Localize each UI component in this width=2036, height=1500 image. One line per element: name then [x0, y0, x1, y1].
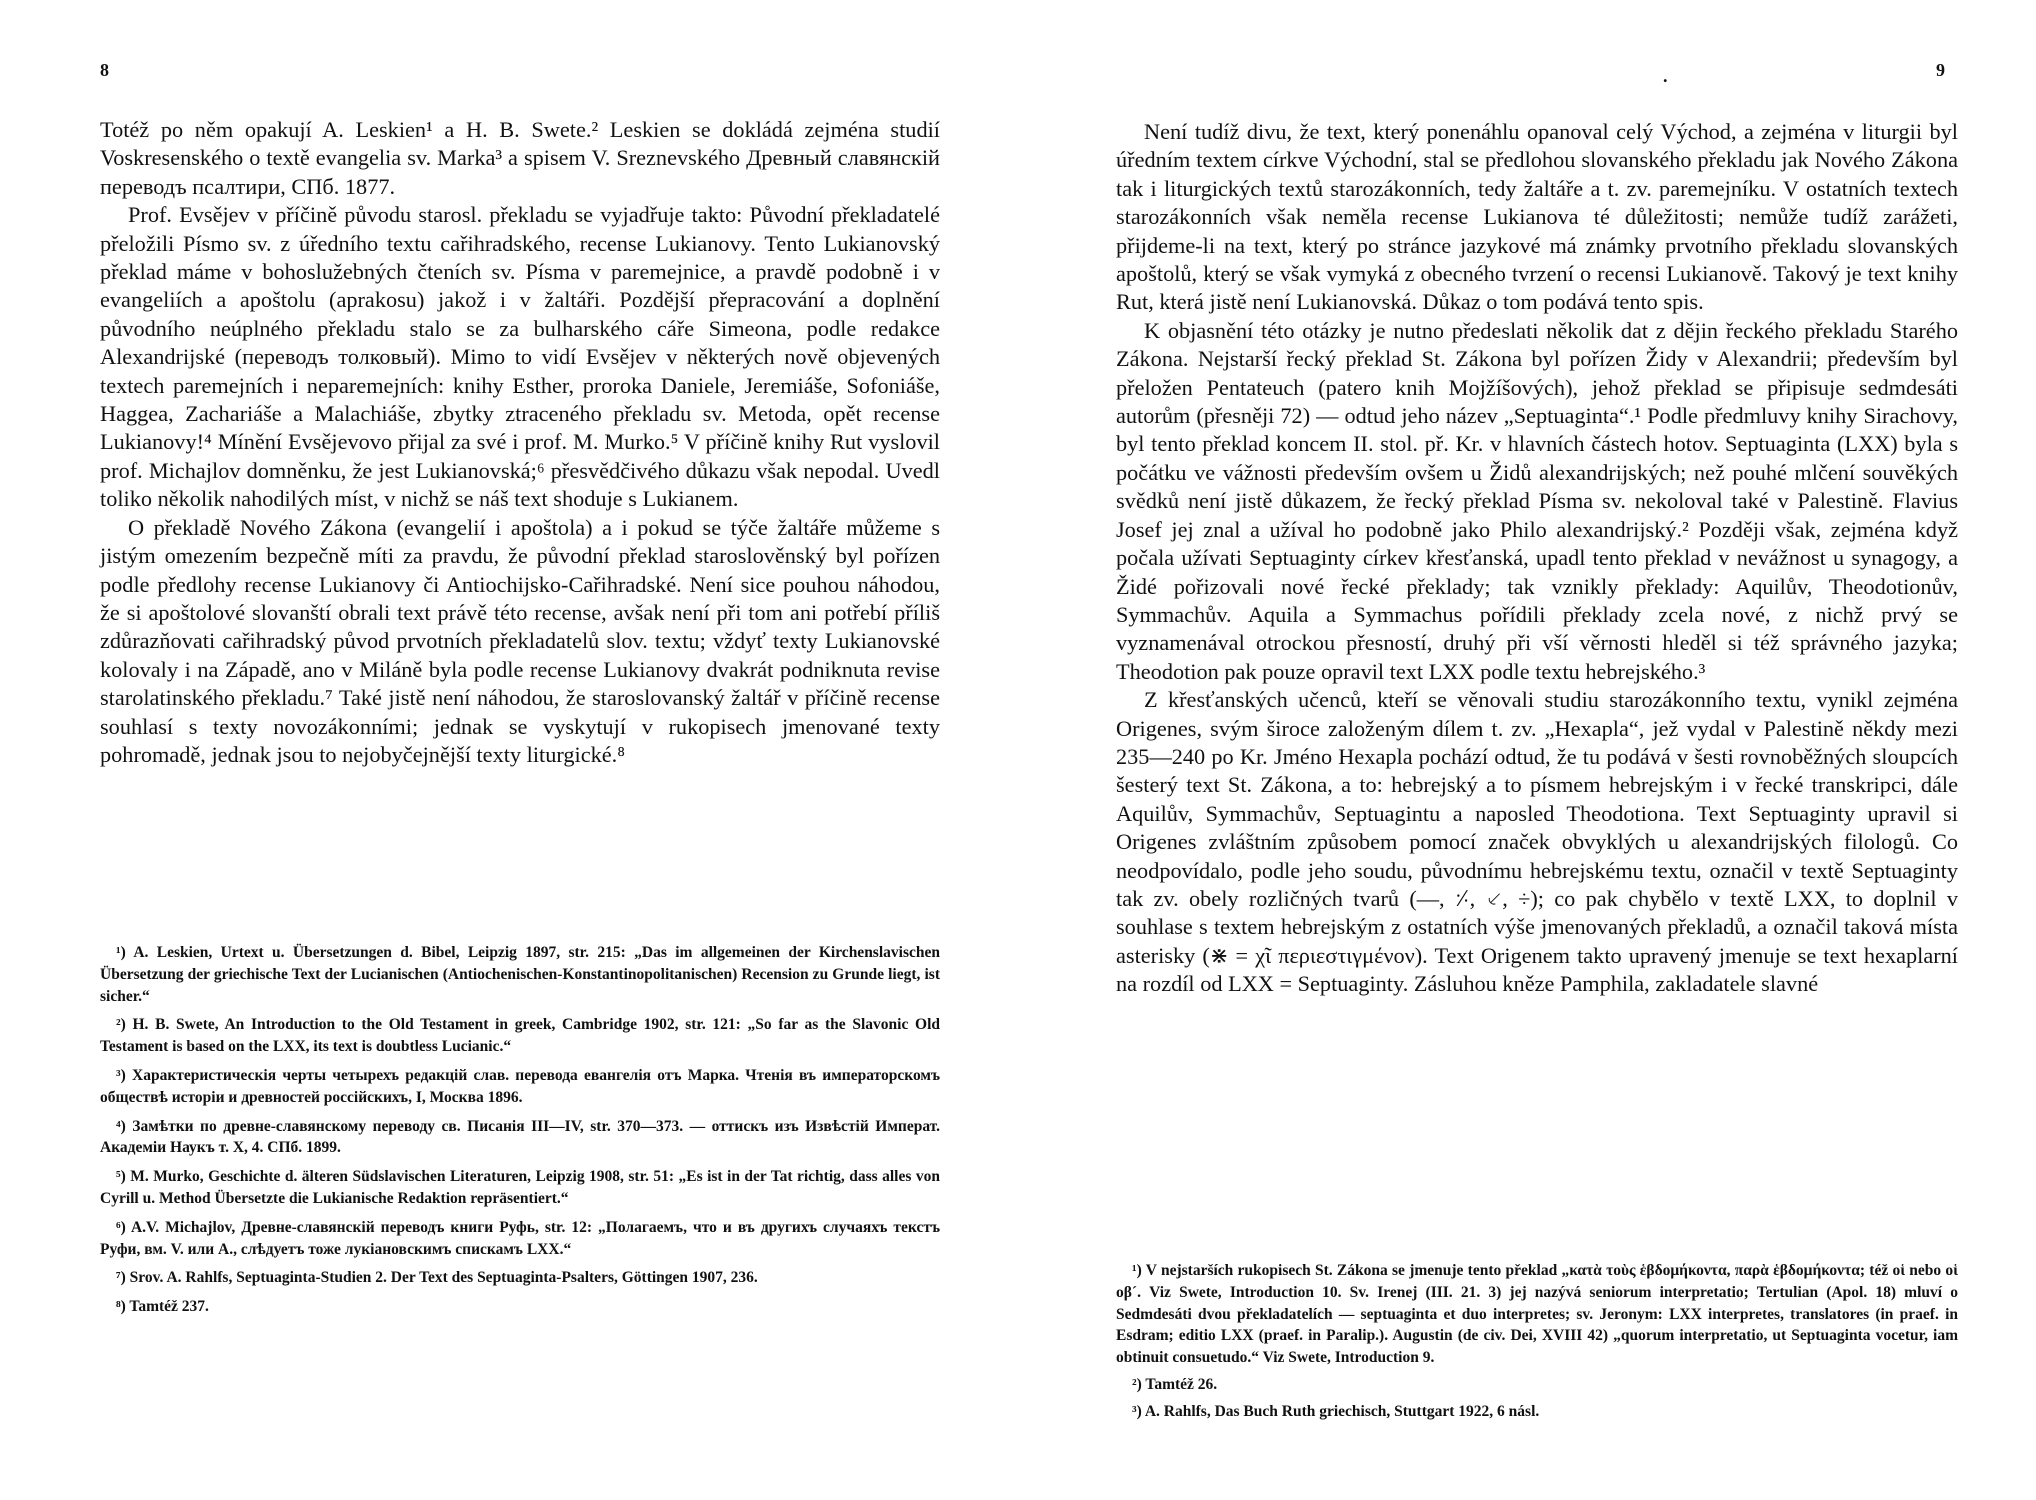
footnote: ⁵) M. Murko, Geschichte d. älteren Südslavischen Literaturen, Leipzig 1908, str. 51: „Es ist in der Tat richtig, dass alles von Cyrill u. Method Übersetzte die Lukianische Redaktion repräsentiert.“ [100, 1168, 940, 1207]
footnote: ²) H. B. Swete, An Introduction to the Old Testament in greek, Cambridge 1902, str. 121: „So far as the Slavonic Old Testament is based on the LXX, its text is doubtless Lucianic.“ [100, 1016, 940, 1056]
footnote: ¹) A. Leskien, Urtext u. Übersetzungen d. Bibel, Leipzig 1897, str. 215: „Das im allgemeinen der Kirchenslavischen Übersetzung der griechische Text der Lucianischen (Antiochenischen-Konstantinopolitanischen) Recension zu Grunde liegt, ist sicher.“ [100, 944, 940, 1005]
footnote: ³) Характеристическія черты четырехъ редакцій слав. перевода евангелія отъ Марка. Чтенія въ императорскомъ обществѣ исторіи и древностей россійскихъ, I, Москва 1896. [100, 1066, 940, 1106]
footnotes [1116, 1260, 1958, 1428]
footnote: ⁶) A.V. Michajlov, Древне-славянскій переводъ книги Руфь, str. 12: „Полагаемъ, что и въ другихъ случаяхъ текстъ Руфи, вм. V. или A., слѣдуетъ тоже лукіановскимъ спискамъ LXX.“ [100, 1218, 940, 1258]
paragraph: Prof. Evsějev v příčině původu starosl. překladu se vyjadřuje takto: Původní překladatelé přeložili Písmo sv. z úředního textu cařihradského, recense Lukianovy. Tento Lukianovský překlad máme v bohoslužebných čteních sv. Písma v paremejnice, a pravdě podobně i v evangeliích a apoštolu (aprakosu) jakož i v žaltáři. Pozdější přepracování a doplnění původního neúplného překladu stalo se za bulharského cáře Simeona, podle redakce Alexandrijské (переводъ толковый). Mimo to vidí Evsějev v některých nově objevených textech paremejních i neparemejních: knihy Esther, proroka Daniele, Jeremiáše, Sofoniáše, Haggea, Zachariáše a Malachiáše, zbytky ztraceného překladu sv. Metoda, opět recense Lukianovy!⁴ Mínění Evsějevovo přijal za své i prof. M. Murko.⁵ V příčině knihy Rut vyslovil prof. Michajlov domněnku, že jest Lukianovská;⁶ přesvědčivého důkazu však nepodal. Uvedl toliko několik nahodilých míst, v nichž se náš text shoduje s Lukianem. [100, 202, 940, 512]
footnote: ¹) V nejstarších rukopisech St. Zákona se jmenuje tento překlad „κατὰ τοὺς ἑβδομήκοντα, παρὰ ἑβδομήκοντα; též οἱ nebo οἱ οβ´. Viz Swete, Introduction 10. Sv. Irenej (III. 21. 3) jej nazývá seniorum interpretatio; Tertulian (Apol. 18) mluví o Sedmdesáti dvou překladatelích — septuaginta et duo interpretes; sv. Jeronym: LXX interpretes, translatores (in praef. in Esdram; editio LXX (praef. in Paralip.). Augustin (de civ. Dei, XVIII 42) „quorum interpretatio, ut Septuaginta vocetur, iam obtinuit consuetudo.“ Viz Swete, Introduction 9. [1116, 1262, 1958, 1367]
footnote: ⁸) Tamtéž 237. [116, 1298, 209, 1316]
page-number: 8 [100, 60, 109, 80]
footnote: ⁷) Srov. A. Rahlfs, Septuaginta-Studien 2. Der Text des Septuaginta-Psalters, Göttingen 1907, 236. [116, 1269, 758, 1287]
paragraph: Z křesťanských učenců, kteří se věnovali studiu starozákonního textu, vynikl zejména Origenes, svým široce založeným dílem t. zv. „Hexapla“, jež vydal v Palestině někdy mezi 235—240 po Kr. Jméno Hexapla pochází odtud, že tu podává v šesti rovnoběžných sloupcích šesterý text St. Zákona, a to: hebrejský a to písmem hebrejským i v řecké transkripci, dále Aquilův, Symmachův, Septuagintu a naposled Theodotiona. Text Septuaginty upravil si Origenes zvláštním způsobem pomocí značek obvyklých u alexandrijských filologů. Co neodpovídalo, podle jeho soudu, původnímu hebrejskému textu, označil v textě Septuaginty tak zv. obely rozličných tvarů (—, ⸓, ⸔, ÷); co pak chybělo v textě LXX, to doplnil v souhlase s textem hebrejským z ostatních výše jmenovaných překladů, a označil taková místa asterisky (⋇ = χῖ περιεστιγμένον). Text Origenem takto upravený jmenuje se text hexaplarní na rozdíl od LXX = Septuaginty. Zásluhou kněze Pamphila, zakladatele slavné [1116, 687, 1958, 997]
page-number: 9 [1936, 60, 1945, 80]
main-text [100, 116, 940, 769]
footnote: ³) A. Rahlfs, Das Buch Ruth griechisch, Stuttgart 1922, 6 násl. [1132, 1402, 1540, 1420]
paragraph: O překladě Nového Zákona (evangelií i apoštola) a i pokud se týče žaltáře můžeme s jistým omezením bezpečně míti za pravdu, že původní překlad staroslověnský byl pořízen podle předlohy recense Lukianovy či Antiochijsko-Cařihradské. Není sice pouhou náhodou, že si apoštolové slovanští obrali text právě této recense, avšak není při tom ani potřebí příliš zdůrazňovati cařihradský původ prvotních překladatelů slov. textu; vždyť texty Lukianovské kolovaly i na Západě, ano v Miláně byla podle recense Lukianovy dvakrát podniknuta revise starolatinského překladu.⁷ Také jistě není náhodou, že staroslovanský žaltář v příčině recense souhlasí s texty novozákonními; jednak se vyskytují v rukopisech jmenované texty pohromadě, jednak jsou to nejobyčejnější texty liturgické.⁸ [100, 514, 940, 767]
print-mark: . [1663, 66, 1668, 86]
footnotes [100, 942, 940, 1325]
footnote: ⁴) Замѣтки по древне-славянскому переводу св. Писанія III—IV, str. 370—373. — оттискъ изъ Извѣстій Императ. Академіи Наукъ т. X, 4. СПб. 1899. [100, 1117, 940, 1157]
footnote: ²) Tamtéž 26. [1132, 1375, 1218, 1393]
paragraph: Není tudíž divu, že text, který ponenáhlu opanoval celý Východ, a zejména v liturgii byl úředním textem církve Východní, stal se předlohou slovanského překladu jak Nového Zákona tak i liturgických textů starozákonních, tedy žaltáře a t. zv. paremejníku. V ostatních textech starozákonních však neměla recense Lukianova té důležitosti; nemůže tudíž zarážeti, přijdeme-li na text, který po stránce jazykové má známky prvotního překladu slovanských apoštolů, který se však vymyká z obecného tvrzení o recensi Lukianově. Takový je text knihy Rut, která jistě není Lukianovská. Důkaz o tom podává tento spis. [1116, 119, 1958, 315]
paragraph: K objasnění této otázky je nutno předeslati několik dat z dějin řeckého překladu Starého Zákona. Nejstarší řecký překlad St. Zákona byl pořízen Židy v Alexandrii; především byl přeložen Pentateuch (patero knih Mojžíšových), jehož překlad se připisuje sedmdesáti autorům (přesněji 72) — odtud jeho název „Septuaginta“.¹ Podle předmluvy knihy Sirachovy, byl tento překlad koncem II. stol. př. Kr. v hlavních částech hotov. Septuaginta (LXX) byla s počátku ve vážnosti především ovšem u Židů alexandrijských; než pouhé mlčení souvěkých svědků není jistě důkazem, že řecký překlad Písma sv. nekoloval také v Palestině. Flavius Josef jej znal a užíval ho podobně jako Philo alexandrijský.² Později však, zejména když počala užívati Septuaginty církev křesťanská, upadl tento překlad v nevážnost u synagogy, a Židé pořizovali nové řecké překlady; tak vznikly překlady: Aquilův, Theodotionův, Symmachův. Aquila a Symmachus pořídili překlady zcela nové, z nichž prvý se vyznamenával otrockou přesností, druhý při vší věrnosti hleděl si též správného jazyka; Theodotion pak pouze opravil text LXX podle textu hebrejského.³ [1116, 317, 1958, 684]
main-text [1116, 118, 1958, 999]
paragraph: Totéž po něm opakují A. Leskien¹ a H. B. Swete.² Leskien se dokládá zejména studií Voskresenského o textě evangelia sv. Marka³ a spisem V. Sreznevského Древный славянскій переводъ псалтири, СПб. 1877. [100, 117, 940, 199]
right-page [1018, 0, 2036, 1500]
